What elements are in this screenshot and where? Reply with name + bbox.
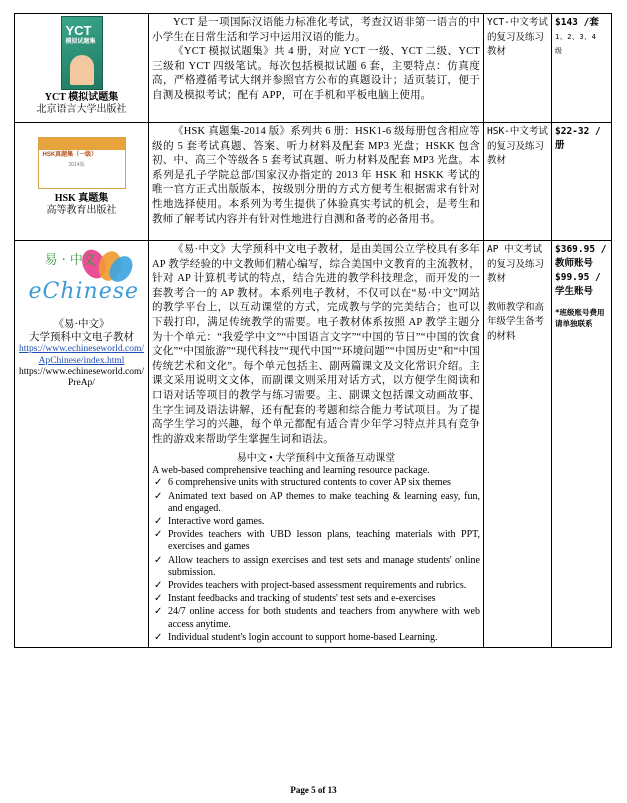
checkmark-icon: ✓ xyxy=(154,477,163,489)
price-label: 教师账号 xyxy=(555,258,594,269)
description-paragraph: 《易·中文》大学预科中文电子教材，是由美国公立学校具有多年 AP 教学经验的中文教师们精心编写，综合美国中文教育的主流教材，针对 AP 计算机考试的特点，结合先进的教学科技理念，而开发的一套教考合一的 AP 教材。本系列电子教材，不仅可以在“易·中文”网站的教学平台上，以互动课堂的方式，完成教与学的完美结合；也可以下载打印，满足传统教学的需要。电子教材体系按照 AP 教学主题分为十个单元：“我爱学中文”“中国语言文字”“中国的节日”“中国的饮食文化”“中国旅游”“现代科技”“现代中国”“环境问题”“中国历史”和“中国传统艺术和文化”。每个单元包括主、副两篇课文及文化常识介绍。主课文采用说明文文体，而副课文则采用对话方式，以方便学生阅读和口语对话等项目的教学与练习需要。主、副课文包括课文动画故事、生字生词及语法讲解，还有配套的考题和综合能力考试项目。为了提高学生学习的兴趣，每个单元都配有适合青少年学习特点并具有竞争性的游戏来帮助学生掌握生词和语法。 xyxy=(152,244,480,445)
cover-title: HSK真题集（一级） xyxy=(42,152,98,158)
product-subtitle: 大学预科中文电子教材 xyxy=(29,331,134,343)
table-row xyxy=(15,14,612,123)
product-description xyxy=(149,241,484,648)
feature-list xyxy=(152,477,480,644)
price-value: $22-32 /册 xyxy=(555,126,601,151)
book-cover-image xyxy=(38,137,126,189)
product-title: YCT 模拟试题集 xyxy=(44,92,119,103)
product-link[interactable]: https://www.echineseworld.com/ApChinese/index.html xyxy=(19,344,144,366)
logo-tagline: 易 · 中文 xyxy=(44,253,96,268)
catalog-table xyxy=(14,13,612,648)
list-item: ✓ Allow teachers to assign exercises and test sets and manage students' online submission. xyxy=(154,554,480,578)
product-type: YCT-中文考试的复习及练习教材 xyxy=(484,14,552,123)
product-image-cell xyxy=(15,14,149,123)
book-cover-image xyxy=(61,16,103,90)
publisher: 高等教育出版社 xyxy=(46,205,117,216)
list-item: ✓ Animated text based on AP themes to make teaching & learning easy, fun, and engaged. xyxy=(154,490,480,514)
price-label: 学生账号 xyxy=(555,286,594,297)
list-item: ✓ Provides teachers with project-based assessment requirements and rubrics. xyxy=(154,579,467,591)
price-value: $369.95 / xyxy=(555,244,607,255)
description-paragraph: YCT 是一项国际汉语能力标准化考试，考查汉语非第一语言的中小学生在日常生活和学习中运用汉语的能力。 xyxy=(152,17,480,43)
checkmark-icon: ✓ xyxy=(154,490,163,502)
checkmark-icon: ✓ xyxy=(154,606,163,618)
cover-title: YCT xyxy=(65,23,92,38)
checkmark-icon: ✓ xyxy=(154,529,163,541)
product-price xyxy=(552,241,612,648)
feature-intro: A web-based comprehensive teaching and learning resource package. xyxy=(152,465,430,477)
product-description xyxy=(149,14,484,123)
page-number: Page 5 of 13 xyxy=(290,785,337,795)
product-image-cell xyxy=(15,241,149,648)
checkmark-icon: ✓ xyxy=(154,593,163,605)
product-description xyxy=(149,123,484,241)
cover-subtitle: 模拟试题集 xyxy=(65,39,96,45)
echinese-logo xyxy=(23,247,141,317)
feature-heading: 易中文 • 大学预科中文预备互动课堂 xyxy=(236,453,396,465)
price-value: $99.95 / xyxy=(555,272,601,283)
product-type xyxy=(484,241,552,648)
list-item: ✓ Instant feedbacks and tracking of students' test sets and e-exercises xyxy=(154,593,436,605)
list-item: ✓ Individual student's login account to support home-based Learning. xyxy=(154,631,438,643)
checkmark-icon: ✓ xyxy=(154,554,163,566)
checkmark-icon: ✓ xyxy=(154,579,163,591)
product-price xyxy=(552,14,612,123)
list-item: ✓ Provides teachers with UBD lesson plans, teaching materials with PPT, exercises and games xyxy=(154,529,480,553)
product-type: HSK-中文考试的复习及练习教材 xyxy=(484,123,552,241)
logo-wordmark: eChinese xyxy=(28,279,140,304)
product-url: https://www.echineseworld.com/PreAp/ xyxy=(19,366,144,389)
price-note: *班级账号费用请单独联系 xyxy=(555,308,605,328)
description-paragraph: 《HSK 真题集-2014 版》系列共 6 册：HSK1-6 级每册包含相应等级的 5 套考试真题、答案、听力材料及配套 MP3 光盘；HSKK 包含初、中、高三个等级各 5 套考试真题、听力材料及配套 MP3 光盘。本系列是孔子学院总部/国家汉办指定的 2013 年 HSK 和 HSKK 考试的唯一官方正式出版版本，按级别分册的方式方便考生根据需求有针对性地选择使用。本系列为考生提供了体验真实考试的机会，是考生和教师了解考试内容并有针对性地进行自测和备考的必备用书。 xyxy=(152,126,480,225)
publisher: 北京语言大学出版社 xyxy=(36,104,127,115)
description-paragraph: 《YCT 模拟试题集》共 4 册，对应 YCT 一级、YCT 二级、YCT 三级和 YCT 四级笔试。每次包括模拟试题 6 套，主要特点：仿真度高，严格遵循考试大纲并参照官方公布的真题设计；适页装订，便于自测及模拟考试；配有 APP，可在手机和平板电脑上使用。 xyxy=(152,46,480,101)
price-levels: 1、2、3、4 级 xyxy=(555,33,597,55)
price-value: $143 /套 xyxy=(555,17,599,28)
table-row xyxy=(15,241,612,648)
checkmark-icon: ✓ xyxy=(154,515,163,527)
type-secondary: 教师教学和高年级学生备考的材料 xyxy=(487,301,545,342)
list-item: ✓ 6 comprehensive units with structured contents to cover AP six themes xyxy=(154,477,451,489)
type-primary: AP 中文考试的复习及练习教材 xyxy=(487,244,545,284)
checkmark-icon: ✓ xyxy=(154,631,163,643)
product-title: 《易·中文》 xyxy=(53,319,110,330)
list-item: ✓ Interactive word games. xyxy=(154,515,265,527)
product-price xyxy=(552,123,612,241)
cover-subtitle: 2014版 xyxy=(68,162,85,168)
product-image-cell xyxy=(15,123,149,241)
table-row xyxy=(15,123,612,241)
product-title: HSK 真题集 xyxy=(54,193,109,204)
list-item: ✓ 24/7 online access for both students and teachers from anywhere with web access anytime. xyxy=(154,606,480,630)
